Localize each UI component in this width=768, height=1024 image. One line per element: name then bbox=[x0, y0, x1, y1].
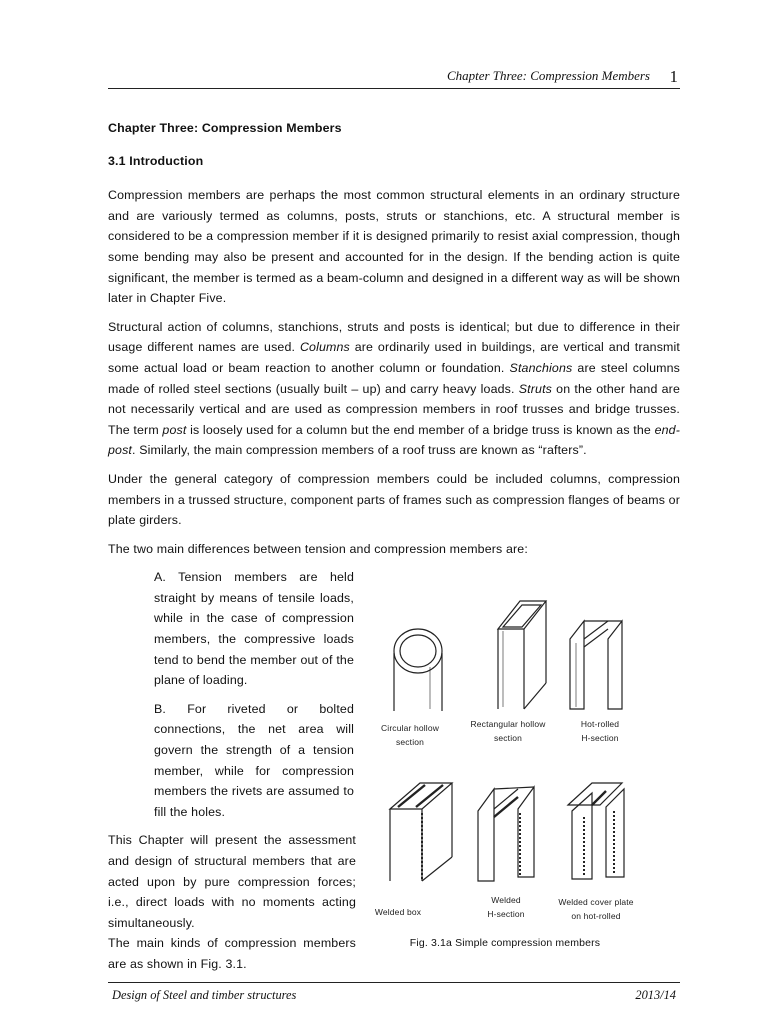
paragraph-text: are steel columns made of rolled steel sections (usually built – up) and carry heavy loads. bbox=[108, 360, 680, 396]
figure-caption: Fig. 3.1a Simple compression members bbox=[409, 937, 601, 950]
footer-year: 2013/14 bbox=[635, 988, 676, 1002]
paragraph-categories: Under the general category of compression members could be included columns, compression members in a trussed structure, component parts of frames such as compression flanges of beams or plate girders. bbox=[108, 471, 680, 528]
label-hot-rolled-2: H-section bbox=[581, 733, 619, 744]
figure-drawing bbox=[370, 581, 640, 926]
term-struts: Struts bbox=[518, 381, 553, 396]
hot-rolled-h-section-drawing bbox=[570, 621, 622, 709]
label-circular-2: section bbox=[396, 737, 424, 748]
circular-hollow-section-drawing bbox=[394, 629, 442, 711]
paragraph-differences: The two main differences between tension and compression members are: bbox=[108, 541, 528, 556]
paragraph-chapter-scope: This Chapter will present the assessment and design of structural members that are acted upon by pure compression forces; i.e., direct loads with no moments acting simultaneously. bbox=[108, 833, 356, 930]
paragraph-text: is loosely used for a column but the end member of a bridge truss is known as the bbox=[186, 422, 655, 437]
welded-h-section-drawing bbox=[478, 787, 534, 881]
label-welded-h: Welded bbox=[491, 895, 521, 906]
label-hot-rolled: Hot-rolled bbox=[580, 719, 620, 730]
label-welded-box: Welded box bbox=[374, 907, 422, 918]
paragraph-text: Structural action of columns, stanchions, struts and posts is identical; but due to difference in their usage different names are used. bbox=[108, 319, 680, 355]
label-welded-h-2: H-section bbox=[487, 909, 525, 920]
paragraph-text: are ordinarily used in buildings, are vertical and transmit some actual load or beam reaction to another column or foundation. bbox=[108, 340, 681, 375]
paragraph-structural-action bbox=[108, 317, 680, 461]
section-title: 3.1 Introduction bbox=[108, 153, 204, 168]
paragraph-intro: Compression members are perhaps the most common structural elements in an ordinary structure and are variously termed as columns, posts, struts or stanchions, etc. A structural member is considered to be a compression member if it is designed primarily to resist axial compression, though some bending may also be present and accounted for in the design. If the bending action is quite significant, the member is termed as a beam-column and designed in a different way as will be shown later in Chapter Five. bbox=[108, 188, 680, 306]
paragraph-text: on the other hand are not necessarily vertical and are used as compression members in roof trusses and bridge trusses. The term bbox=[108, 381, 680, 437]
term-post: post bbox=[162, 422, 187, 437]
list-item-b: B. For riveted or bolted connections, the net area will govern the strength of a tension member, while for compression members the rivets are assumed to fill the holes. bbox=[154, 701, 354, 819]
running-footer bbox=[108, 982, 680, 1005]
label-cover-plate-2: on hot-rolled bbox=[571, 911, 621, 922]
list-item-a: A. Tension members are held straight by means of tensile loads, while in the case of compression members, the compressive loads tend to bend the member out of the plane of loading. bbox=[154, 570, 354, 688]
term-columns: Columns bbox=[299, 340, 350, 355]
label-circular: Circular hollow bbox=[381, 723, 439, 734]
paragraph-text: . Similarly, the main compression members of a roof truss are known as “rafters”. bbox=[132, 443, 587, 458]
list-and-figure bbox=[108, 567, 680, 971]
term-stanchions: Stanchions bbox=[509, 360, 573, 375]
label-cover-plate: Welded cover plate bbox=[558, 897, 634, 908]
left-column bbox=[108, 567, 356, 974]
document-body bbox=[108, 118, 681, 971]
term-end-post: end-post bbox=[108, 422, 680, 458]
page-number: 1 bbox=[669, 67, 678, 86]
header-title: Chapter Three: Compression Members bbox=[446, 68, 650, 83]
rectangular-hollow-section-drawing bbox=[498, 601, 546, 709]
welded-box-drawing bbox=[390, 783, 452, 881]
paragraph-main-kinds: The main kinds of compression members are as shown in Fig. 3.1. bbox=[108, 936, 356, 971]
footer-course-title: Design of Steel and timber structures bbox=[112, 988, 297, 1002]
welded-cover-plate-drawing bbox=[568, 783, 624, 879]
figure-compression-members bbox=[370, 581, 640, 951]
label-rectangular: Rectangular hollow bbox=[470, 719, 546, 730]
running-header bbox=[108, 66, 680, 89]
label-rectangular-2: section bbox=[494, 733, 522, 744]
chapter-title: Chapter Three: Compression Members bbox=[108, 121, 342, 135]
